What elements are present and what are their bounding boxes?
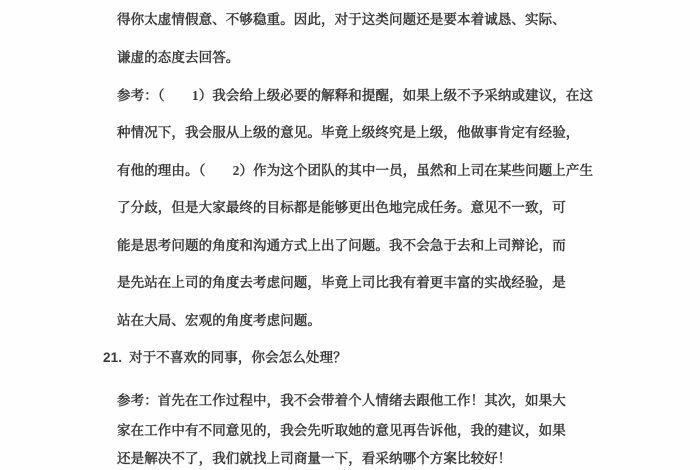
text-line: 家在工作中有不同意见的，我会先听取她的意见再告诉他，我的建议，如果 xyxy=(117,423,566,438)
question-text: 对于不喜欢的同事，你会怎么处理？ xyxy=(129,350,347,365)
text-line: 谦虚的态度去回答。 xyxy=(117,50,240,65)
text-line: 得你太虚情假意、不够稳重。因此，对于这类问题还是要本着诚恳、实际、 xyxy=(117,12,566,27)
text-line: 还是解决不了，我们就找上司商量一下，看采纳哪个方案比较好！ xyxy=(117,451,512,466)
question-21-heading xyxy=(103,348,347,367)
text-line: 有他的理由。（ 2）作为这个团队的其中一员，虽然和上司在某些问题上产生 xyxy=(117,163,594,178)
text-line: 能是思考问题的角度和沟通方式上出了问题。我不会急于去和上司辩论，而 xyxy=(117,238,566,253)
text-line: 了分歧，但是大家最终的目标都是能够更出色地完成任务。意见不一致，可 xyxy=(117,200,566,215)
text-line: 种情况下，我会服从上级的意见。毕竟上级终究是上级，他做事肯定有经验， xyxy=(117,125,580,140)
text-line: 参考：首先在工作过程中，我不会带着个人情绪去跟他工作！其次，如果大 xyxy=(117,393,566,408)
question-number: 21. xyxy=(103,350,123,365)
text-line: 是先站在上司的角度去考虑问题，毕竟上司比我有着更丰富的实战经验，是 xyxy=(117,275,566,290)
text-line: 站在大局、宏观的角度考虑问题。 xyxy=(117,313,321,328)
text-line: 参考：（ 1）我会给上级必要的解释和提醒，如果上级不予采纳或建议，在这 xyxy=(117,88,594,103)
